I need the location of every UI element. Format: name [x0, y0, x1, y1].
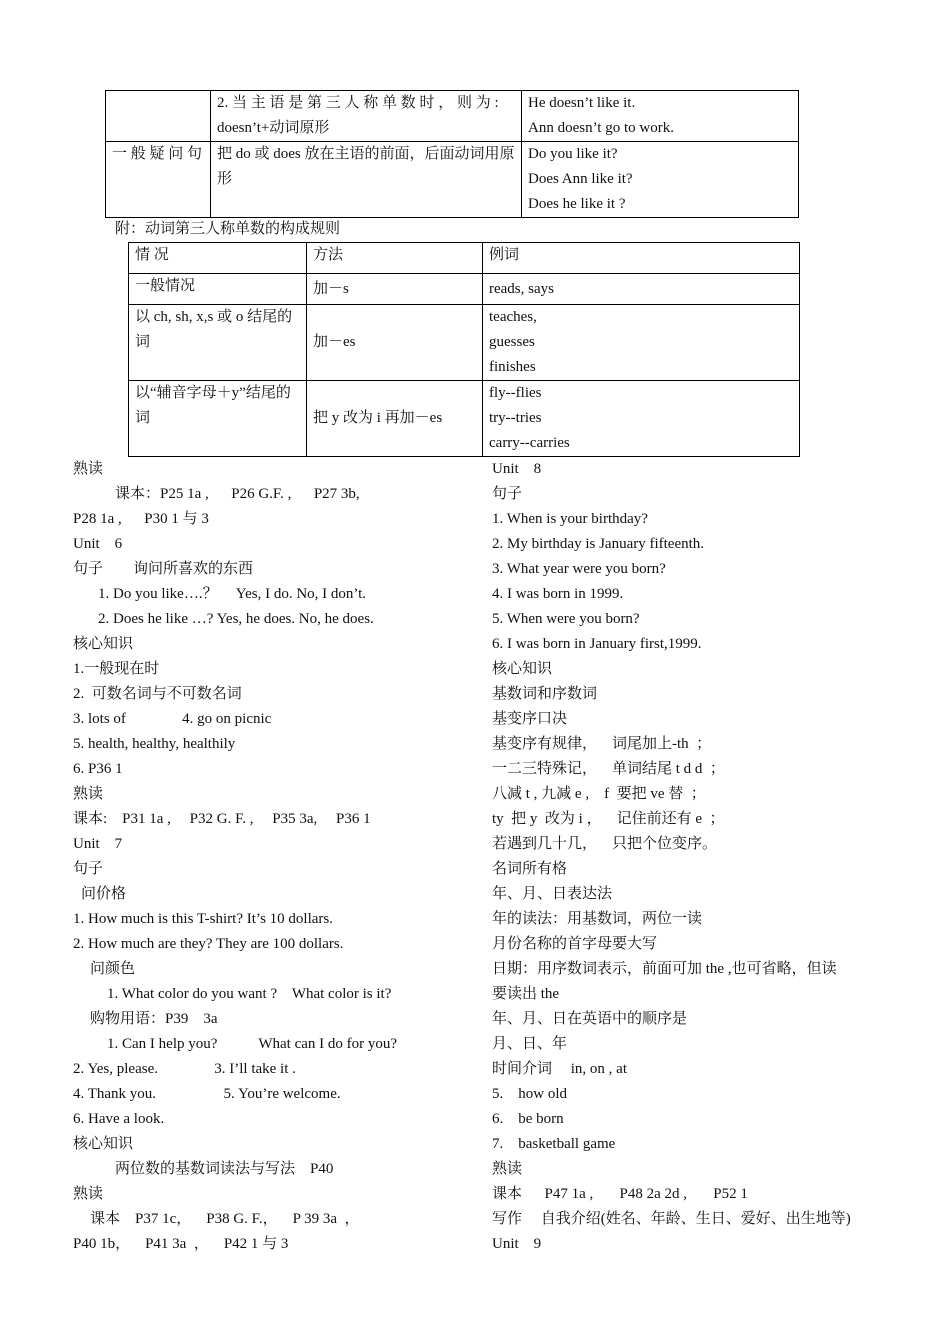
text-line: 时间介词 in, on , at [492, 1061, 627, 1077]
text-line: Unit 7 [73, 836, 123, 852]
text-line: 若遇到几十几， 只把个位变序。 [492, 836, 718, 852]
text-line: 核心知识 [73, 636, 134, 652]
example-sentence: Does Ann like it? [528, 171, 633, 187]
text-line: 一二三特殊记， 单词结尾 t d d ； [492, 761, 725, 777]
table-header: 例词 [483, 243, 800, 274]
text-line: 月、日、年 [492, 1036, 568, 1052]
example-word: carry--carries [489, 435, 570, 451]
text-line: 5. how old [492, 1086, 567, 1102]
text-line: 日期：用序数词表示，前面可加 the ,也可省略，但读 [492, 961, 837, 977]
text-line: 6. be born [492, 1111, 564, 1127]
table-cell: 把 y 改为 i 再加－es [307, 381, 483, 457]
text-line: 年、月、日表达法 [492, 886, 613, 902]
text-line: 课本: P31 1a , P32 G. F. , P35 3a, P36 1 [73, 811, 371, 827]
text-line: 2. 可数名词与不可数名词 [73, 686, 242, 702]
table-cell: 一 般 疑 问 句 [106, 142, 211, 218]
table-header-row [129, 243, 800, 274]
text-line: 基变序有规律， 词尾加上-th ； [492, 736, 712, 752]
example-word: finishes [489, 359, 536, 375]
text-line: 6. Have a look. [73, 1111, 165, 1127]
example-word: guesses [489, 334, 535, 350]
table-cell: 一般情况 [129, 274, 307, 305]
text-line: P40 1b， P41 3a ， P42 1 与 3 [73, 1236, 289, 1252]
table-row [106, 142, 799, 218]
table-cell: 以 ch, sh, x,s 或 o 结尾的词 [129, 305, 307, 381]
text-line: ty 把 y 改为 i ， 记住前还有 e ； [492, 811, 725, 827]
text-line: 两位数的基数词读法与写法 P40 [115, 1161, 334, 1177]
text-line: 名词所有格 [492, 861, 568, 877]
right-column [492, 457, 892, 1257]
example-sentence: Ann doesn’t go to work. [528, 120, 674, 136]
table-cell [483, 305, 800, 381]
left-column [73, 457, 473, 1257]
table-cell: reads, says [483, 274, 800, 305]
table-header: 方法 [307, 243, 483, 274]
text-line: 4. I was born in 1999. [492, 586, 624, 602]
text-line: 月份名称的首字母要大写 [492, 936, 658, 952]
text-line: 基变序口决 [492, 711, 568, 727]
text-line: 熟读 [73, 461, 104, 477]
text-line: 句子 [73, 861, 104, 877]
example-sentence: He doesn’t like it. [528, 95, 636, 111]
table-cell [483, 381, 800, 457]
text-line: 问颜色 [90, 961, 136, 977]
text-line: 1. Do you like….？ Yes, I do. No, I don’t. [98, 586, 367, 602]
table-header: 情 况 [129, 243, 307, 274]
text-line: Unit 6 [73, 536, 123, 552]
table-row [129, 381, 800, 457]
text-line: 熟读 [492, 1161, 523, 1177]
text-line: 4. Thank you. 5. You’re welcome. [73, 1086, 341, 1102]
text-line: 句子 [492, 486, 523, 502]
text-line: 熟读 [73, 786, 104, 802]
text-line: 3. What year were you born? [492, 561, 666, 577]
sentence-pattern-table [105, 90, 799, 218]
text-line: 课本 P47 1a , P48 2a 2d , P52 1 [492, 1186, 748, 1202]
table-row [129, 274, 800, 305]
text-line: 购物用语：P39 3a [90, 1011, 218, 1027]
table-cell: 以“辅音字母＋y”结尾的词 [129, 381, 307, 457]
text-line: 要读出 the [492, 986, 560, 1002]
text-line: 6. I was born in January first,1999. [492, 636, 702, 652]
table-cell [106, 91, 211, 142]
text-line: 2. Does he like …? Yes, he does. No, he does. [98, 611, 374, 627]
table-cell: 加－es [307, 305, 483, 381]
text-line: 1.一般现在时 [73, 661, 160, 677]
text-line: 问价格 [81, 886, 127, 902]
text-line: Unit 8 [492, 461, 542, 477]
text-line: P28 1a , P30 1 与 3 [73, 511, 209, 527]
example-word: try--tries [489, 410, 542, 426]
text-line: 年的读法：用基数词，两位一读 [492, 911, 703, 927]
text-line: 2. My birthday is January fifteenth. [492, 536, 705, 552]
table-row [129, 305, 800, 381]
text-line: 5. When were you born? [492, 611, 640, 627]
table-cell: 加－s [307, 274, 483, 305]
appendix-title: 附：动词第三人称单数的构成规则 [115, 221, 341, 237]
text-line: 写作 自我介绍(姓名、年龄、生日、爱好、出生地等) [492, 1211, 851, 1227]
table-row [106, 91, 799, 142]
table-cell [522, 91, 799, 142]
example-word: fly--flies [489, 385, 542, 401]
text-line: 句子 询问所喜欢的东西 [73, 561, 254, 577]
text-line: 1. When is your birthday? [492, 511, 648, 527]
text-line: 3. lots of 4. go on picnic [73, 711, 272, 727]
table-cell [522, 142, 799, 218]
text-line: 课本 P37 1c， P38 G. F.， P 39 3a ， [90, 1211, 360, 1227]
example-sentence: Do you like it? [528, 146, 618, 162]
text-line: 5. health, healthy, healthily [73, 736, 236, 752]
text-line: 基数词和序数词 [492, 686, 598, 702]
text-line: 2. Yes, please. 3. I’ll take it . [73, 1061, 296, 1077]
text-line: 八减 t , 九减 e , f 要把 ve 替 ； [492, 786, 706, 802]
text-line: Unit 9 [492, 1236, 542, 1252]
text-line: 2. How much are they? They are 100 dollars. [73, 936, 344, 952]
text-line: 1. Can I help you? What can I do for you? [107, 1036, 398, 1052]
text-line: 6. P36 1 [73, 761, 123, 777]
example-word: teaches, [489, 309, 537, 325]
example-sentence: Does he like it ? [528, 196, 626, 212]
text-line: 7. basketball game [492, 1136, 616, 1152]
text-line: 年、月、日在英语中的顺序是 [492, 1011, 688, 1027]
text-line: 课本：P25 1a , P26 G.F. , P27 3b, [115, 486, 360, 502]
text-line: 核心知识 [73, 1136, 134, 1152]
text-line: 1. How much is this T-shirt? It’s 10 dollars. [73, 911, 333, 927]
text-line: 1. What color do you want ? What color is it? [107, 986, 392, 1002]
third-person-rules-table [128, 242, 800, 457]
table-cell: 把 do 或 does 放在主语的前面，后面动词用原形 [211, 142, 522, 218]
table-cell: 2. 当 主 语 是 第 三 人 称 单 数 时 ， 则 为 : doesn’t+动词原形 [211, 91, 522, 142]
text-line: 熟读 [73, 1186, 104, 1202]
text-line: 核心知识 [492, 661, 553, 677]
